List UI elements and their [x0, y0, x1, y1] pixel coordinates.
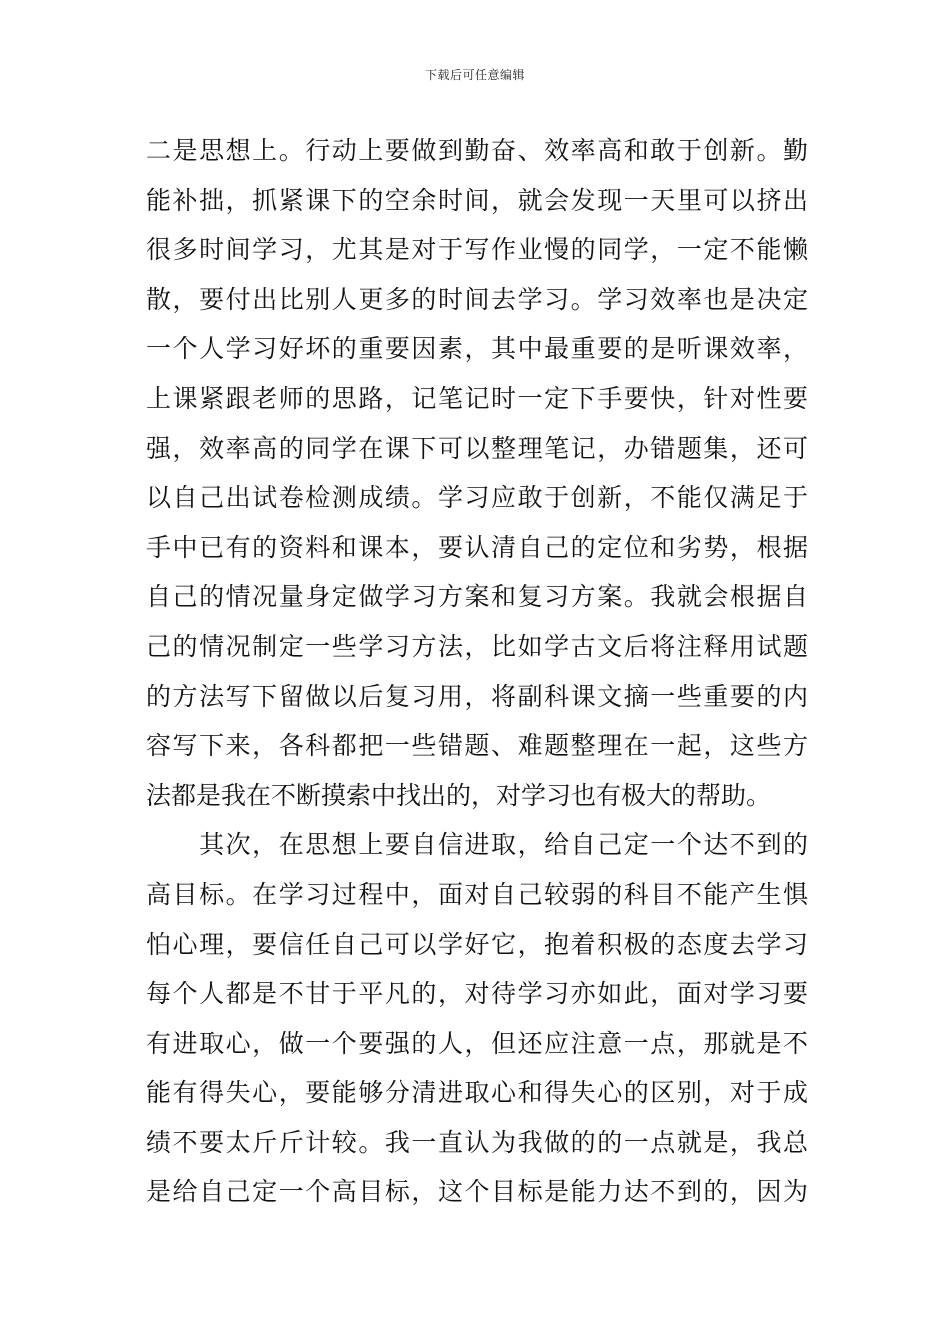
text-line: 二是思想上。行动上要做到勤奋、效率高和敢于创新。勤	[146, 136, 808, 165]
text-line: 能补拙，抓紧课下的空余时间，就会发现一天里可以挤出	[146, 185, 808, 215]
paragraph-start-line: 其次，在思想上要自信进取，给自己定一个达不到的	[146, 830, 808, 860]
text-line: 的方法写下留做以后复习用，将副科课文摘一些重要的内	[146, 681, 808, 711]
text-line: 上课紧跟老师的思路，记笔记时一定下手要快，针对性要	[146, 383, 808, 413]
text-line: 有进取心，做一个要强的人，但还应注意一点，那就是不	[146, 1028, 808, 1058]
text-line: 己的情况制定一些学习方法，比如学古文后将注释用试题	[146, 631, 808, 661]
text-line: 以自己出试卷检测成绩。学习应敢于创新，不能仅满足于	[146, 483, 808, 513]
document-body	[146, 126, 808, 1217]
text-line: 是给自己定一个高目标，这个目标是能力达不到的，因为	[146, 1177, 808, 1207]
text-line: 手中已有的资料和课本，要认清自己的定位和劣势，根据	[146, 532, 808, 562]
text-line: 高目标。在学习过程中，面对自己较弱的科目不能产生惧	[146, 879, 808, 909]
text-line: 怕心理，要信任自己可以学好它，抱着积极的态度去学习	[146, 929, 808, 959]
text-line: 自己的情况量身定做学习方案和复习方案。我就会根据自	[146, 582, 808, 612]
text-line: 一个人学习好坏的重要因素，其中最重要的是听课效率，	[146, 334, 808, 364]
text-line: 容写下来，各科都把一些错题、难题整理在一起，这些方	[146, 731, 808, 761]
text-line: 能有得失心，要能够分清进取心和得失心的区别，对于成	[146, 1078, 808, 1108]
text-line: 很多时间学习，尤其是对于写作业慢的同学，一定不能懒	[146, 235, 808, 265]
text-line: 强，效率高的同学在课下可以整理笔记，办错题集，还可	[146, 433, 808, 463]
paragraph-end-line: 法都是我在不断摸索中找出的，对学习也有极大的帮助。	[146, 780, 772, 810]
text-line: 绩不要太斤斤计较。我一直认为我做的的一点就是，我总	[146, 1127, 808, 1157]
page-header-note: 下载后可任意编辑	[424, 68, 525, 82]
text-line: 每个人都是不甘于平凡的，对待学习亦如此，面对学习要	[146, 979, 808, 1009]
text-line: 散，要付出比别人更多的时间去学习。学习效率也是决定	[146, 284, 808, 314]
